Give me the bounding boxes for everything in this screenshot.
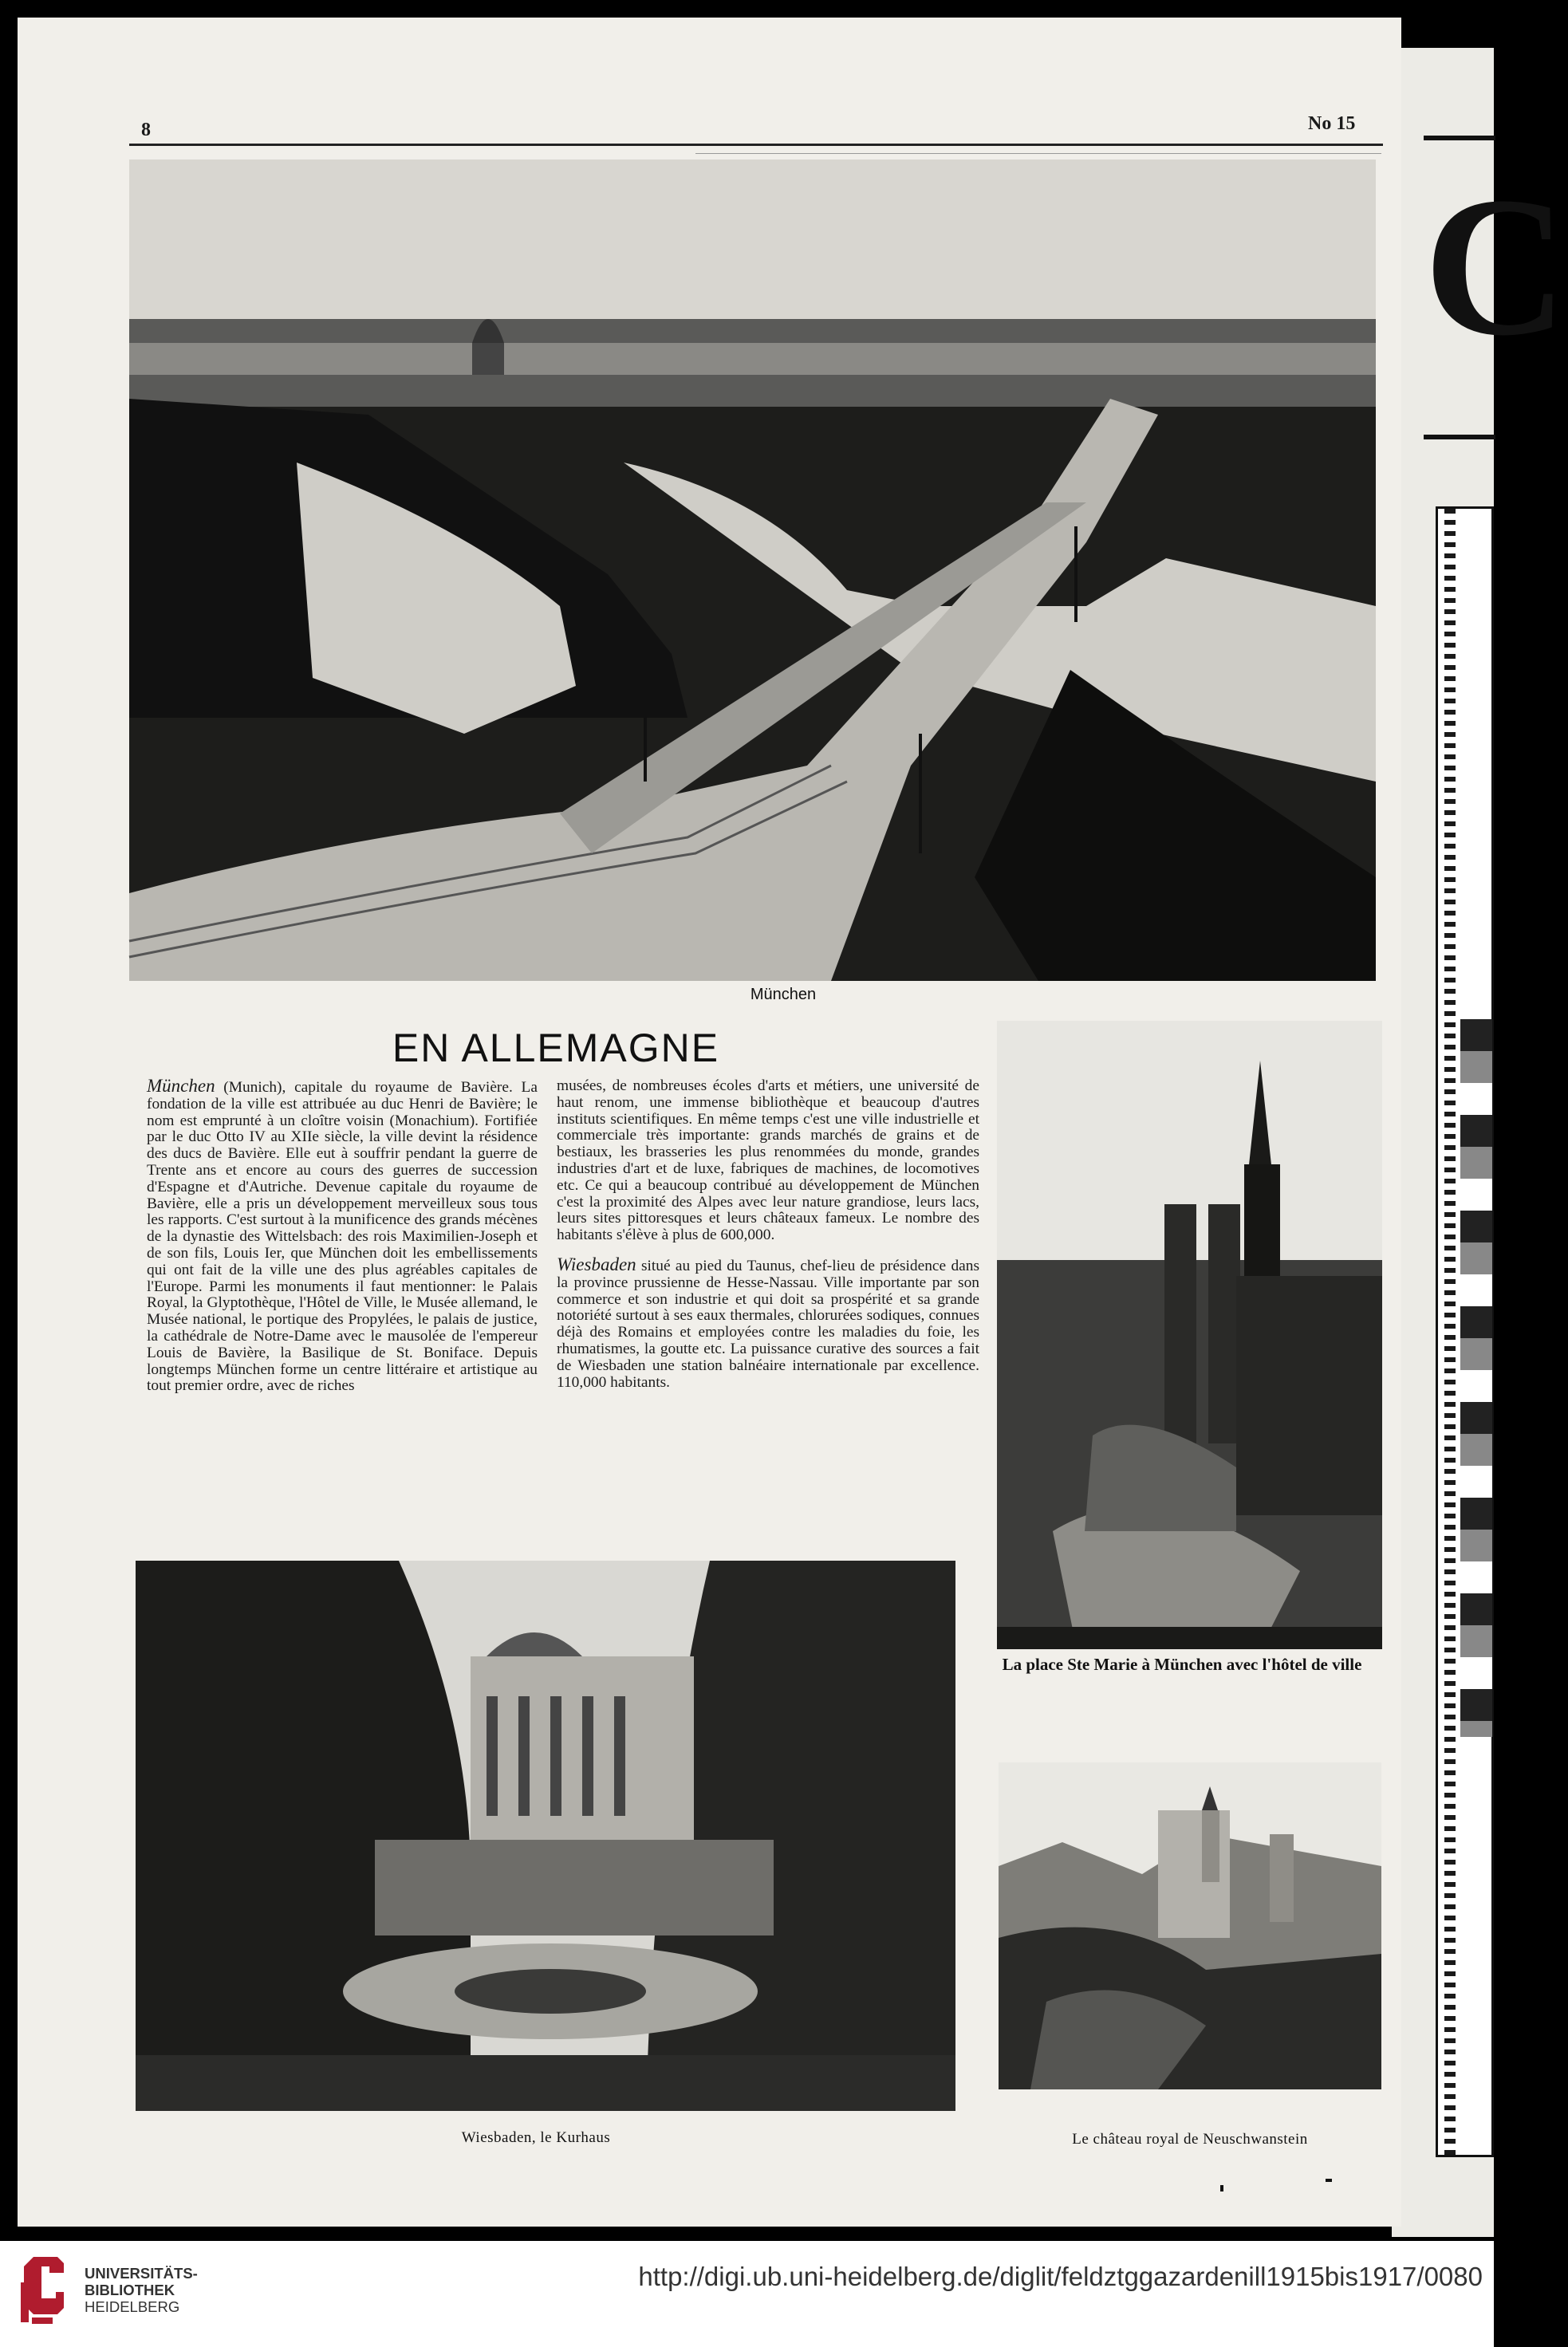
issue-number: No 15 (1308, 113, 1356, 134)
print-speck (1220, 2185, 1223, 2191)
neuschwanstein-caption: Le château royal de Neuschwanstein (1072, 2131, 1308, 2148)
article-heading: EN ALLEMAGNE (392, 1026, 720, 1070)
adjacent-page-letter: C (1424, 156, 1568, 377)
adjacent-rule-top (1424, 136, 1495, 140)
neuschwanstein-photo (999, 1762, 1381, 2089)
institution-line-2: BIBLIOTHEK (85, 2282, 175, 2298)
university-logo-icon[interactable] (18, 2251, 67, 2329)
munich-caption: München (750, 986, 817, 1003)
institution-name (85, 2265, 198, 2315)
article-column-2 (557, 1078, 979, 1391)
munich-photo (129, 159, 1376, 981)
header-rule-thin (695, 153, 1381, 154)
footer-bar (0, 2241, 1494, 2347)
article-column-1 (147, 1078, 538, 1395)
marienplatz-caption: La place Ste Marie à München avec l'hôtel de ville (1002, 1655, 1362, 1674)
institution-line-3: HEIDELBERG (85, 2298, 180, 2315)
adjacent-ornament-border (1436, 506, 1494, 2157)
munich-lead: München (147, 1076, 215, 1096)
munich-text: (Munich), capitale du royaume de Bavière. La fondation de la ville est attribuée au duc Henri de Bavière; le nom est emprunté à un cloître voisin (Monachium). Fortifiée par le duc Otto IV au XIIe siècle, la ville devint la résidence des ducs de Bavière. Elle eut à souffrir pendant la guerre de Trente ans et encore au cours des guerres de succession d'Espagne et d'Autriche. Devenue capitale du royaume de Bavière, elle a pris un développement merveilleux sous tous les rapports. C'est surtout à la munificence des grands mécènes de la dynastie des Wittelsbach: des rois Maximilien-Joseph et de son fils, Louis Ier, que München doit les embellissements qui ont fait de la ville une des plus agréables capitales de l'Europe. Parmi les monuments il faut mentionner: le Palais Royal, la Glyptothèque, l'Hôtel de Ville, le Musée allemand, le Musée national, le portique des Propylées, le palais de justice, la cathédrale de Notre-Dame avec le mausolée de l'empereur Louis de Bavière, la Basilique de St. Boniface. Depuis longtemps München forme un centre littéraire et artistique au tout premier ordre, avec de riches (147, 1079, 538, 1395)
kurhaus-photo (136, 1561, 955, 2111)
wiesbaden-text: situé au pied du Taunus, chef-lieu de présidence dans la province prussienne de Hesse-Nassau. Ville importante par son commerce et son industrie et qui doit sa prospérité et sa grande notoriété surtout à ses eaux thermales, chlorurées sodiques, connues déjà des Romains et employées contre les maladies du foie, les rhumatismes, la goutte etc. La puissance curative des sources a fait de Wiesbaden une station balnéaire internationale par excellence. 110,000 habitants. (557, 1257, 979, 1391)
page-number: 8 (141, 120, 151, 140)
scanned-page (18, 18, 1401, 2227)
print-speck (1326, 2179, 1332, 2182)
document-url-link[interactable]: http://digi.ub.uni-heidelberg.de/diglit/feldztggazardenill1915bis1917/0080 (638, 2262, 1483, 2291)
adjacent-page (1392, 48, 1568, 2237)
kurhaus-caption: Wiesbaden, le Kurhaus (461, 2129, 611, 2146)
header-rule (129, 144, 1383, 146)
munich-text-continued: musées, de nombreuses écoles d'arts et métiers, une université de haut renom, une immense bibliothèque et beaucoup d'autres instituts scientifiques. En même temps c'est une ville industrielle et commerciale très importante: grands marchés de grains et de bestiaux, les brasseries les plus renommées du monde, grandes industries d'art et de luxe, fabriques de machines, de locomotives etc. Ce qui a beaucoup contribué au développement de München c'est la proximité des Alpes avec leur nature grandiose, leurs lacs, leurs sites pittoresques et leurs châteaux fameux. Le nombre des habitants s'élève à plus de 600,000. (557, 1077, 979, 1244)
wiesbaden-lead: Wiesbaden (557, 1254, 636, 1274)
adjacent-rule-bottom (1424, 435, 1495, 439)
marienplatz-photo (997, 1021, 1382, 1649)
institution-line-1: UNIVERSITÄTS- (85, 2265, 198, 2282)
